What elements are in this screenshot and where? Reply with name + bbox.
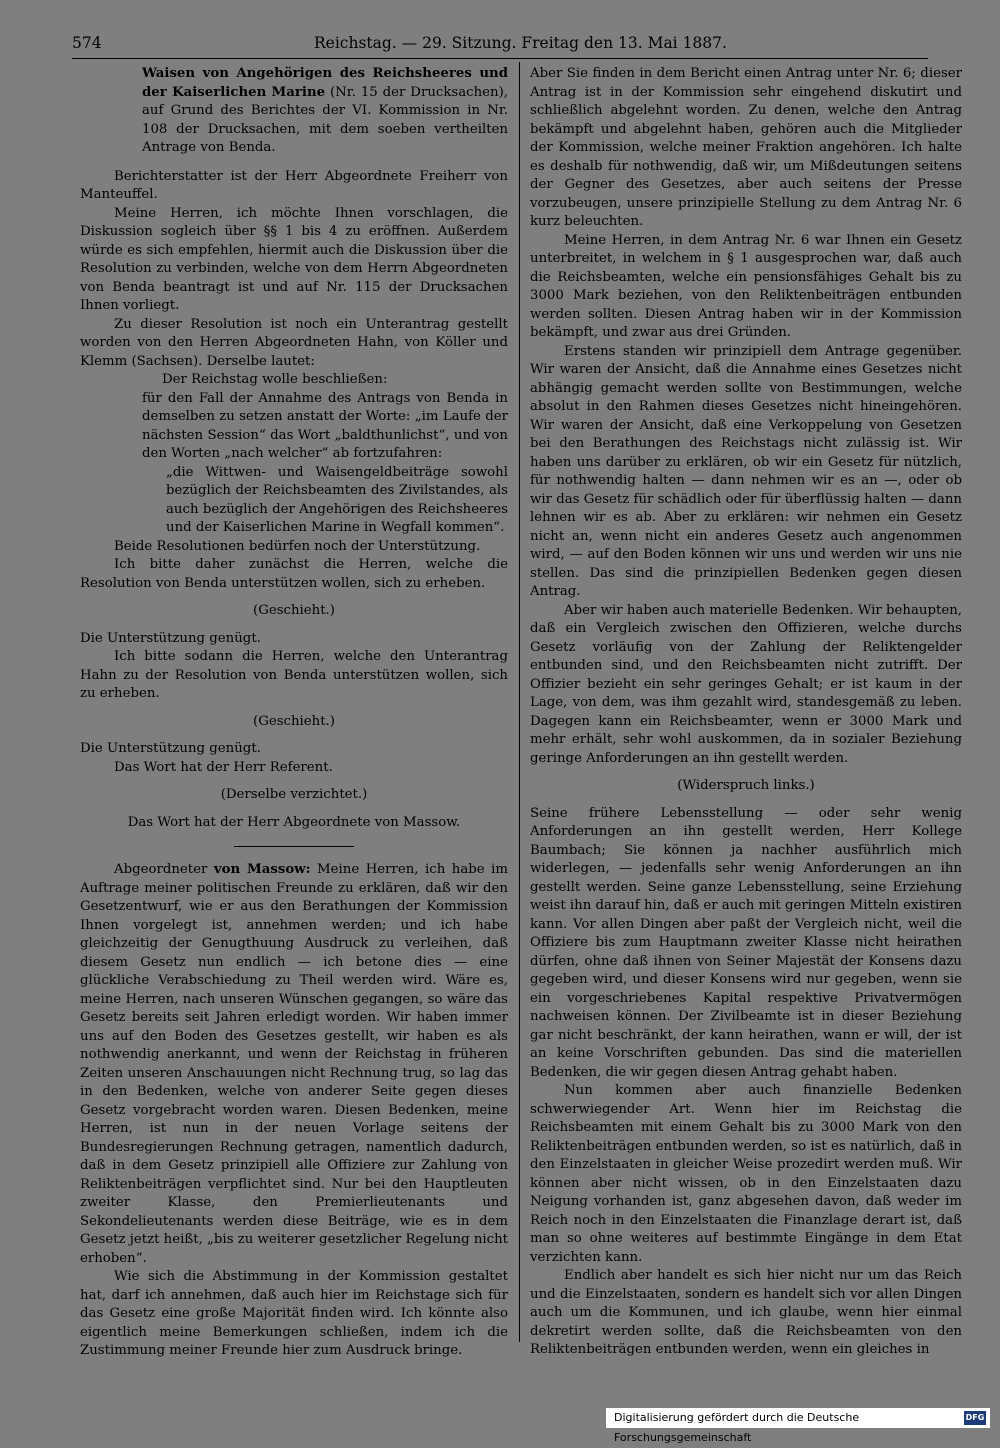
stage-direction: (Derselbe verzichtet.) bbox=[220, 787, 368, 802]
paragraph: Wie sich die Abstimmung in der Kommission gestaltet hat, darf ich annehmen, daß auch hier im Reichstage sich für das Gesetz eine große Majorität finden wird. Ich könnte also eigentlich meine Bemerkungen schließen, indem ich die Zustimmung meiner Freunde hier zum Ausdruck bringe. bbox=[80, 1269, 508, 1358]
paragraph: Die Unterstützung genügt. bbox=[80, 630, 261, 646]
dfg-logo: DFG bbox=[964, 1411, 986, 1425]
motion-quote: für den Fall der Annahme des Antrags von Benda in demselben zu setzen anstatt der Worte: „im Laufe der nächsten Session“ das Wort „baldthunlichst“, und von den Worten „nach welcher“ ab fortzufahren: bbox=[142, 390, 508, 461]
agenda-title-rest: (Nr. 15 der Drucksachen), auf Grund des Berichtes der VI. Kommission in Nr. 108 der Drucksachen, mit dem soeben vertheilten Antrage von Benda. bbox=[142, 84, 508, 155]
digitization-banner bbox=[606, 1408, 990, 1444]
speaker-prefix: Abgeordneter bbox=[114, 862, 214, 877]
right-column bbox=[530, 65, 962, 1360]
paragraph: Erstens standen wir prinzipiell dem Antrage gegenüber. Wir waren der Ansicht, daß die Annahme eines Gesetzes nicht abhängig gemacht werden sollte von Bestimmungen, welche absolut in den Rahmen dieses Gesetzes nicht hineingehören. Wir waren der Ansicht, daß eine Verkoppelung von Gesetzen bei den Berathungen des Reichstags nicht zulässig ist. Wir haben uns darüber zu erklären, ob wir ein Gesetz für nützlich, für nothwendig halten — dann nehmen wir es an —, oder ob wir das Gesetz für schädlich oder für überflüssig halten — dann lehnen wir es ab. Aber zu erklären: wir nehmen ein Gesetz nicht an, wenn nicht ein anderes Gesetz auch angenommen wird, — auf den Boden können wir uns und werden wir uns nie stellen. Das sind die prinzipiellen Bedenken gegen diesen Antrag. bbox=[530, 343, 962, 599]
speaker-name: von Massow: bbox=[213, 862, 311, 877]
stage-direction: (Widerspruch links.) bbox=[677, 778, 815, 793]
header-rule bbox=[72, 58, 928, 59]
left-column bbox=[80, 65, 508, 1361]
paragraph: Meine Herren, in dem Antrag Nr. 6 war Ihnen ein Gesetz unterbreitet, in welchem in § 1 ausgesprochen war, daß auch die Reichsbeamten, welche ein pensionsfähiges Gehalt bis zu 3000 Mark beziehen, von den Reliktenbeiträgen entbunden werden sollten. Diesen Antrag haben wir in der Kommission bekämpft, und zwar aus drei Gründen. bbox=[530, 232, 962, 340]
paragraph: Zu dieser Resolution ist noch ein Unterantrag gestellt worden von den Herren Abgeordneten Hahn, von Köller und Klemm (Sachsen). Derselbe lautet: bbox=[80, 316, 508, 369]
paragraph: Ich bitte daher zunächst die Herren, welche die Resolution von Benda unterstützen wollen, sich zu erheben. bbox=[80, 557, 508, 591]
speech-paragraph bbox=[80, 861, 508, 1268]
paragraph: Endlich aber handelt es sich hier nicht nur um das Reich und die Einzelstaaten, sondern es handelt sich vor allen Dingen auch um die Kommunen, und ich glaube, wenn hier einmal dekretirt werden sollte, daß die Reichsbeamten von den Reliktenbeiträgen entbunden werden, wenn ein gleiches in bbox=[530, 1268, 962, 1357]
stage-direction: (Geschieht.) bbox=[253, 603, 335, 618]
paragraph: Aber Sie finden in dem Bericht einen Antrag unter Nr. 6; dieser Antrag ist in der Kommission sehr eingehend diskutirt und schließlich abgelehnt worden. Zu denen, welche den Antrag bekämpft und abgelehnt haben, gehören auch die Mitglieder der Kommission, welche meiner Fraktion angehören. Ich halte es deshalb für nothwendig, daß wir, um Mißdeutungen seitens der Gegner des Gesetzes, aber auch seitens der Presse vorzubeugen, unsere prinzipielle Stellung zu dem Antrag Nr. 6 kurz beleuchten. bbox=[530, 66, 962, 229]
section-separator bbox=[234, 846, 354, 847]
paragraph: Ich bitte sodann die Herren, welche den Unterantrag Hahn zu der Resolution von Benda unterstützen wollen, sich zu erheben. bbox=[80, 649, 508, 701]
agenda-title-bold: Waisen von Angehörigen des Reichsheeres und der Kaiserlichen Marine bbox=[142, 66, 508, 100]
paragraph: Das Wort hat der Herr Referent. bbox=[114, 759, 333, 775]
banner-text: Digitalisierung gefördert durch die Deutsche Forschungsgemeinschaft bbox=[614, 1411, 860, 1444]
paragraph: Seine frühere Lebensstellung — oder sehr wenig Anforderungen an ihn gestellt werden, Herr Kollege Baumbach; Sie können ja nachher ausführlich mich widerlegen, — jedenfalls sehr wenig Anforderungen an ihn gestellt werden. Seine ganze Lebensstellung, seine Erziehung weist ihn darauf hin, daß er auch mit geringen Mitteln existiren kann. Vor allen Dingen aber paßt der Vergleich nicht, weil die Offiziere bis zum Hauptmann zweiter Klasse nicht heirathen dürfen, ohne daß ihnen von Seiner Majestät der Konsens dazu gegeben wird, und dieser Konsens wird nur gegeben, wenn sie ein vorgeschriebenes Kapital respektive Privatvermögen nachweisen können. Der Zivilbeamte ist in dieser Beziehung gar nicht beschränkt, der kann heirathen, wann er will, der ist an keine Vorschriften gebunden. Das sind die materiellen Bedenken, die wir gegen diesen Antrag gehabt haben. bbox=[530, 805, 962, 1080]
speaker-call: Das Wort hat der Herr Abgeordnete von Massow. bbox=[127, 814, 461, 830]
paragraph: Die Unterstützung genügt. bbox=[80, 741, 261, 756]
paragraph: Berichterstatter ist der Herr Abgeordnete Freiherr von Manteuffel. bbox=[80, 168, 508, 202]
motion-quote-intro: Der Reichstag wolle beschließen: bbox=[162, 372, 388, 387]
column-divider bbox=[519, 62, 520, 1342]
running-title: Reichstag. — 29. Sitzung. Freitag den 13. Mai 1887. bbox=[314, 34, 727, 52]
paragraph: Meine Herren, ich möchte Ihnen vorschlagen, die Diskussion sogleich über §§ 1 bis 4 zu eröffnen. Außerdem würde es sich empfehlen, hiermit auch die Diskussion über die Resolution zu verbinden, welche von dem Herrn Abgeordneten von Benda beantragt ist und auf Nr. 115 der Drucksachen Ihnen vorliegt. bbox=[80, 205, 508, 313]
paragraph: Nun kommen aber auch finanzielle Bedenken schwerwiegender Art. Wenn hier im Reichstag die Reichsbeamten mit einem Gehalt bis zu 3000 Mark von den Reliktenbeiträgen entbunden werden, so ist es natürlich, daß in den Einzelstaaten in gleicher Weise prozedirt werden muß. Wir können aber nicht wissen, ob in den Einzelstaaten dazu Neigung vorhanden ist, ganz abgesehen davon, daß weder im Reich noch in den Einzelstaaten die Finanzlage derart ist, daß man so ohne weiteres auf bestimmte Eingänge in dem Etat verzichten kann. bbox=[530, 1083, 962, 1265]
agenda-title bbox=[80, 65, 508, 158]
page-number: 574 bbox=[72, 34, 102, 52]
paragraph: Beide Resolutionen bedürfen noch der Unterstützung. bbox=[114, 538, 481, 554]
paragraph: Aber wir haben auch materielle Bedenken. Wir behaupten, daß ein Vergleich zwischen den Offizieren, welche durchs Gesetz vorläufig von der Zahlung der Reliktengelder entbunden sind, und den Reichsbeamten nicht zutrifft. Der Offizier bezieht ein sehr geringes Gehalt; er ist kaum in der Lage, von dem, was ihm gezahlt wird, standesgemäß zu leben. Dagegen kann ein Reichsbeamter, wenn er 3000 Mark und mehr erhält, sehr wohl auskommen, da in sozialer Beziehung geringe Anforderungen an ihn gestellt werden. bbox=[530, 602, 962, 766]
stage-direction: (Geschieht.) bbox=[253, 713, 335, 729]
motion-quote-text: „die Wittwen- und Waisengeldbeiträge sowohl bezüglich der Reichsbeamten des Zivilstandes, als auch bezüglich der Angehörigen des Reichsheeres und der Kaiserlichen Marine in Wegfall kommen“. bbox=[166, 464, 508, 535]
speech-text: Meine Herren, ich habe im Auftrage meiner politischen Freunde zu erklären, daß wir den Gesetzentwurf, wie er aus den Berathungen der Kommission Ihnen vorgelegt ist, annehmen werden; und ich habe gleichzeitig der Genugthuung Ausdruck zu verleihen, daß diesem Gesetz nun endlich — ich betone dies — eine glückliche Verabschiedung zu Theil werden wird. Wäre es, meine Herren, nach unseren Wünschen gegangen, so wäre das Gesetz bereits seit Jahren erledigt worden. Wir haben immer uns auf den Boden des Gesetzes gestellt, wir haben es als nothwendig anerkannt, und wenn der Reichstag in früheren Zeiten unseren Anschauungen nicht Rechnung trug, so lag das in den Bedenken, welche von anderer Seite gegen dieses Gesetz vorgebracht worden waren. Diesen Bedenken, meine Herren, ist nun in der neuen Vorlage seitens der Bundesregierungen Rechnung getragen, namentlich dadurch, daß in dem Gesetz prinzipiell alle Offiziere zur Zahlung von Reliktenbeiträgen verpflichtet sind. Nur bei den Hauptleuten zweiter Klasse, den Premierlieutenants und Sekondelieutenants werden diese Beiträge, wie es in dem Gesetz jetzt heißt, „bis zu weiterer gesetzlicher Regelung nicht erhoben“. bbox=[80, 862, 509, 1266]
